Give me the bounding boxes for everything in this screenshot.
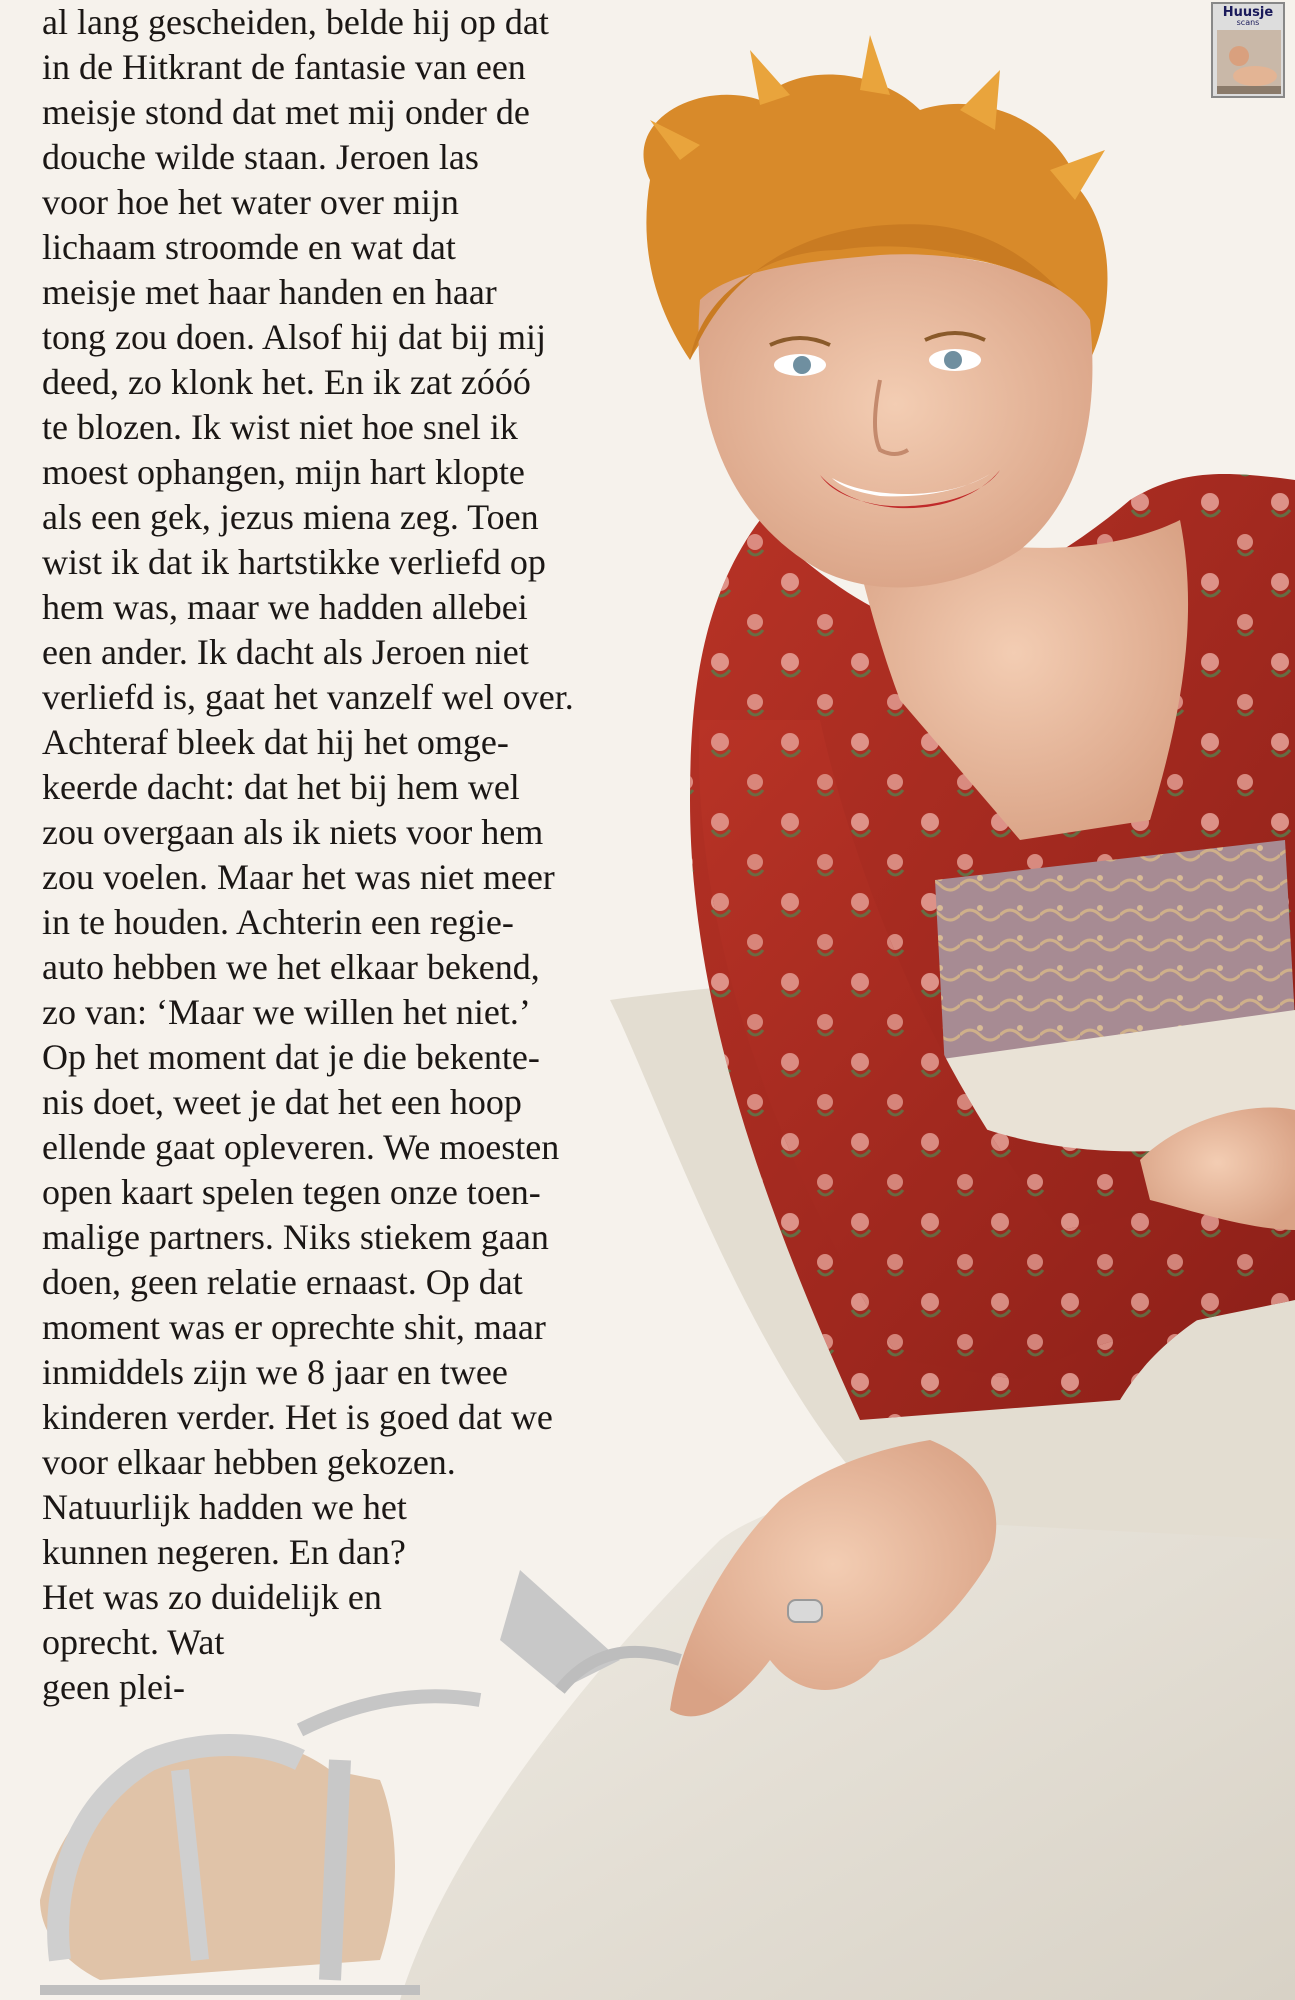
watermark-title: Huusje (1222, 5, 1274, 20)
article-body (42, 0, 682, 1710)
article-line: geen plei- (42, 1667, 185, 1707)
article-line: te blozen. Ik wist niet hoe snel ik (42, 407, 518, 447)
article-line: als een gek, jezus miena zeg. Toen (42, 497, 539, 537)
article-line: kunnen negeren. En dan? (42, 1532, 406, 1572)
article-line: tong zou doen. Alsof hij dat bij mij (42, 317, 546, 357)
article-line: een ander. Ik dacht als Jeroen niet (42, 632, 529, 672)
article-line: doen, geen relatie ernaast. Op dat (42, 1262, 523, 1302)
article-line: Op het moment dat je die bekente- (42, 1037, 540, 1077)
article-line: voor hoe het water over mijn (42, 182, 459, 222)
article-line: wist ik dat ik hartstikke verliefd op (42, 542, 546, 582)
article-line: moment was er oprechte shit, maar (42, 1307, 546, 1347)
scan-watermark-logo (1211, 2, 1285, 98)
watermark-thumbnail-icon (1217, 30, 1281, 94)
article-line: open kaart spelen tegen onze toen- (42, 1172, 541, 1212)
article-line: oprecht. Wat (42, 1622, 225, 1662)
article-line: auto hebben we het elkaar bekend, (42, 947, 540, 987)
article-line: meisje stond dat met mij onder de (42, 92, 530, 132)
article-line: verliefd is, gaat het vanzelf wel over. (42, 677, 574, 717)
article-line: zou voelen. Maar het was niet meer (42, 857, 555, 897)
article-line: kinderen verder. Het is goed dat we (42, 1397, 553, 1437)
article-line: al lang gescheiden, belde hij op dat (42, 2, 549, 42)
article-line: keerde dacht: dat het bij hem wel (42, 767, 520, 807)
article-line: meisje met haar handen en haar (42, 272, 497, 312)
article-line: deed, zo klonk het. En ik zat zóóó (42, 362, 531, 402)
article-line: zou overgaan als ik niets voor hem (42, 812, 544, 852)
article-line: in te houden. Achterin een regie- (42, 902, 514, 942)
article-line: in de Hitkrant de fantasie van een (42, 47, 526, 87)
article-line: douche wilde staan. Jeroen las (42, 137, 479, 177)
article-line: Het was zo duidelijk en (42, 1577, 382, 1617)
article-line: nis doet, weet je dat het een hoop (42, 1082, 522, 1122)
article-line: malige partners. Niks stiekem gaan (42, 1217, 549, 1257)
article-line: lichaam stroomde en wat dat (42, 227, 456, 267)
article-line: ellende gaat opleveren. We moesten (42, 1127, 560, 1167)
article-line: voor elkaar hebben gekozen. (42, 1442, 456, 1482)
watermark-subtitle: scans (1236, 18, 1260, 27)
article-line: moest ophangen, mijn hart klopte (42, 452, 525, 492)
ring (788, 1600, 822, 1622)
article-line: Achteraf bleek dat hij het omge- (42, 722, 509, 762)
article-line: zo van: ‘Maar we willen het niet.’ (42, 992, 531, 1032)
article-line: Natuurlijk hadden we het (42, 1487, 407, 1527)
article-line: inmiddels zijn we 8 jaar en twee (42, 1352, 508, 1392)
article-line: hem was, maar we hadden allebei (42, 587, 528, 627)
